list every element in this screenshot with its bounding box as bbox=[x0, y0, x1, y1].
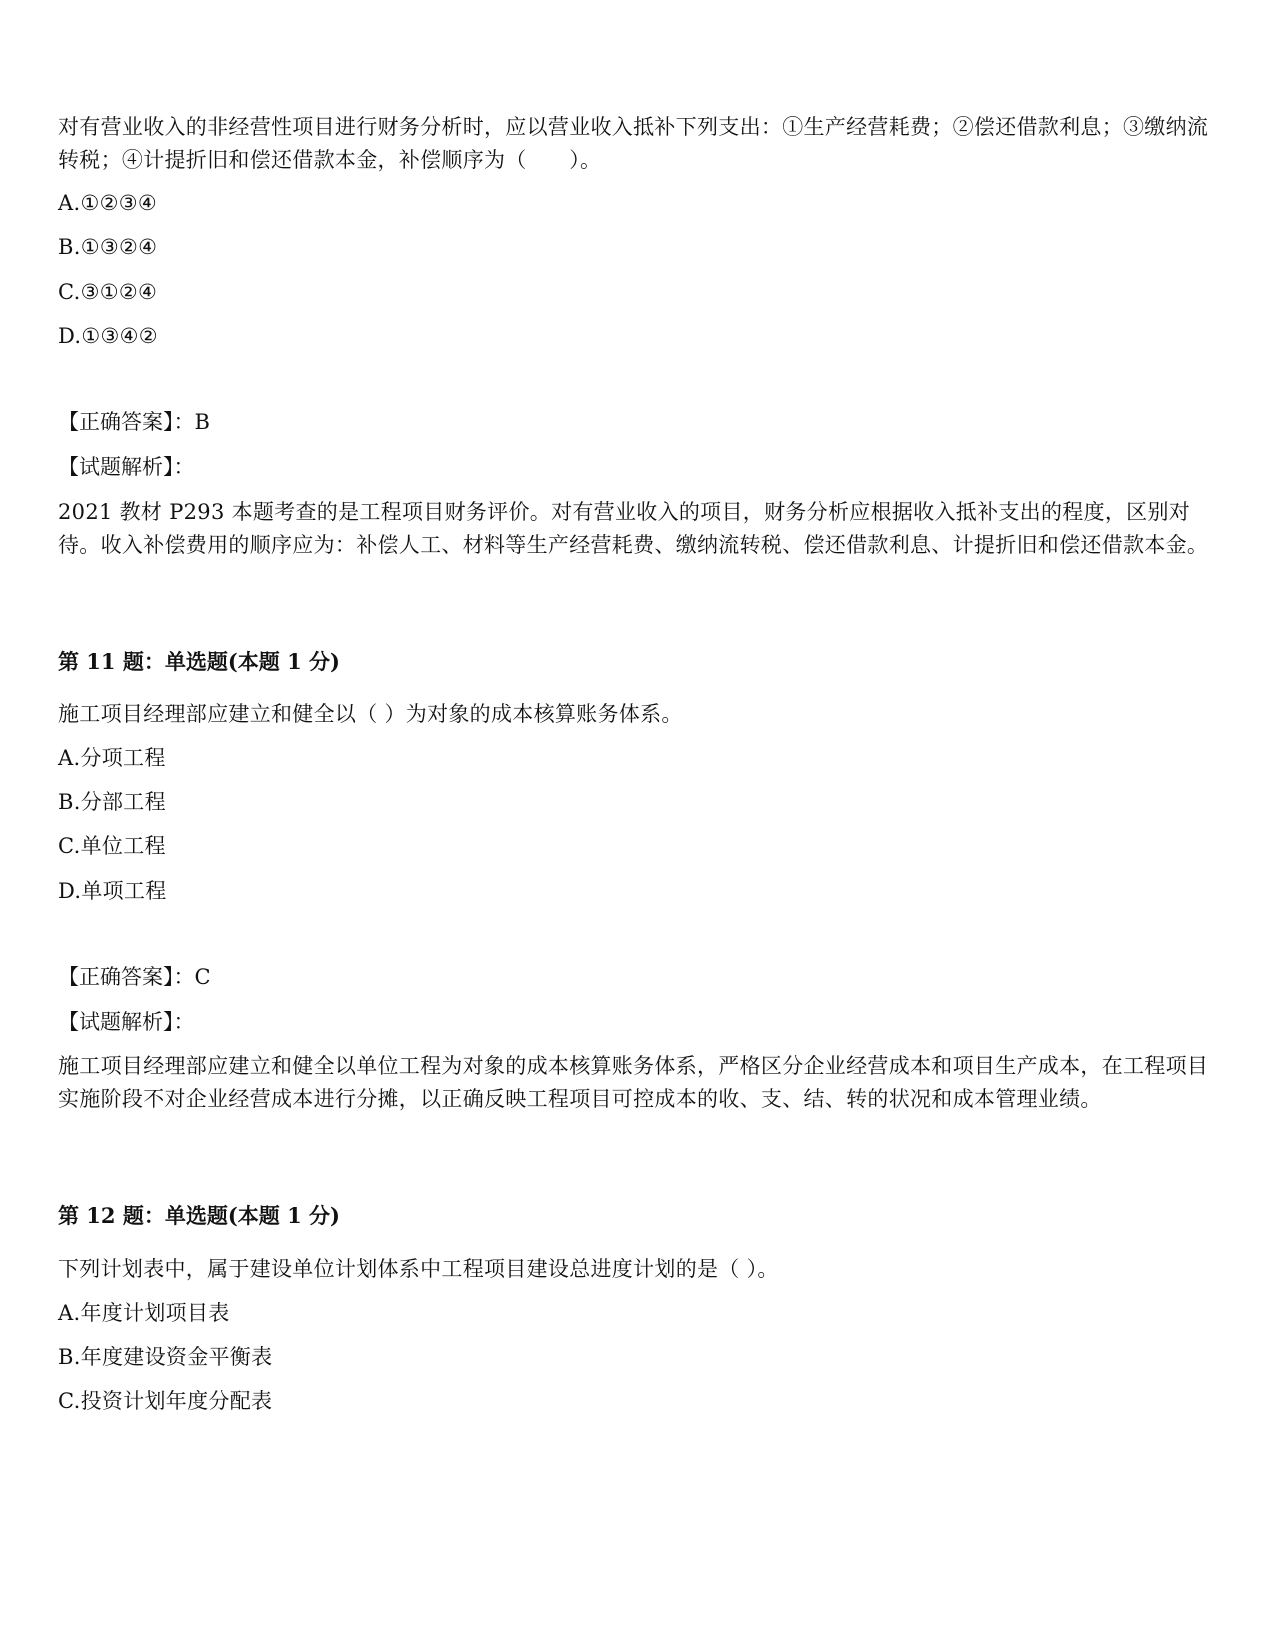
question-11-option-d: D.单项工程 bbox=[58, 879, 167, 903]
question-10-option-b: B.①③②④ bbox=[58, 235, 158, 259]
question-10-answer: 【正确答案】：B bbox=[58, 410, 210, 434]
question-11-stem: 施工项目经理部应建立和健全以（ ）为对象的成本核算账务体系。 bbox=[58, 702, 683, 726]
question-10-option-d: D.①③④② bbox=[58, 324, 158, 348]
question-10-option-c: C.③①②④ bbox=[58, 280, 158, 304]
question-11-option-c: C.单位工程 bbox=[58, 834, 166, 858]
question-11-option-b: B.分部工程 bbox=[58, 790, 166, 814]
question-11-answer: 【正确答案】：C bbox=[58, 965, 211, 989]
question-12-stem: 下列计划表中，属于建设单位计划体系中工程项目建设总进度计划的是（ ）。 bbox=[58, 1257, 779, 1281]
question-12-option-c: C.投资计划年度分配表 bbox=[58, 1389, 273, 1413]
question-11-heading: 第 11 题：单选题(本题 1 分) bbox=[58, 649, 340, 674]
question-12-option-a: A.年度计划项目表 bbox=[58, 1301, 230, 1325]
question-10-stem: 对有营业收入的非经营性项目进行财务分析时，应以营业收入抵补下列支出：①生产经营耗费；②偿还借款利息；③缴纳流转税；④计提折旧和偿还借款本金，补偿顺序为（ ）。 bbox=[58, 115, 1209, 172]
question-10-analysis-label: 【试题解析】： bbox=[58, 455, 195, 479]
question-12-option-b: B.年度建设资金平衡表 bbox=[58, 1345, 273, 1369]
question-11-analysis: 施工项目经理部应建立和健全以单位工程为对象的成本核算账务体系，严格区分企业经营成本和项目生产成本，在工程项目实施阶段不对企业经营成本进行分摊，以正确反映工程项目可控成本的收、支、结、转的状况和成本管理业绩。 bbox=[58, 1054, 1209, 1111]
question-12-heading: 第 12 题：单选题(本题 1 分) bbox=[58, 1203, 340, 1228]
question-10-analysis: 2021 教材 P293 本题考查的是工程项目财务评价。对有营业收入的项目，财务分析应根据收入抵补支出的程度，区别对待。收入补偿费用的顺序应为：补偿人工、材料等生产经营耗费、缴纳流转税、偿还借款利息、计提折旧和偿还借款本金。 bbox=[58, 500, 1209, 557]
question-11-analysis-label: 【试题解析】： bbox=[58, 1010, 195, 1034]
question-10-option-a: A.①②③④ bbox=[58, 191, 157, 215]
question-11-option-a: A.分项工程 bbox=[58, 746, 166, 770]
